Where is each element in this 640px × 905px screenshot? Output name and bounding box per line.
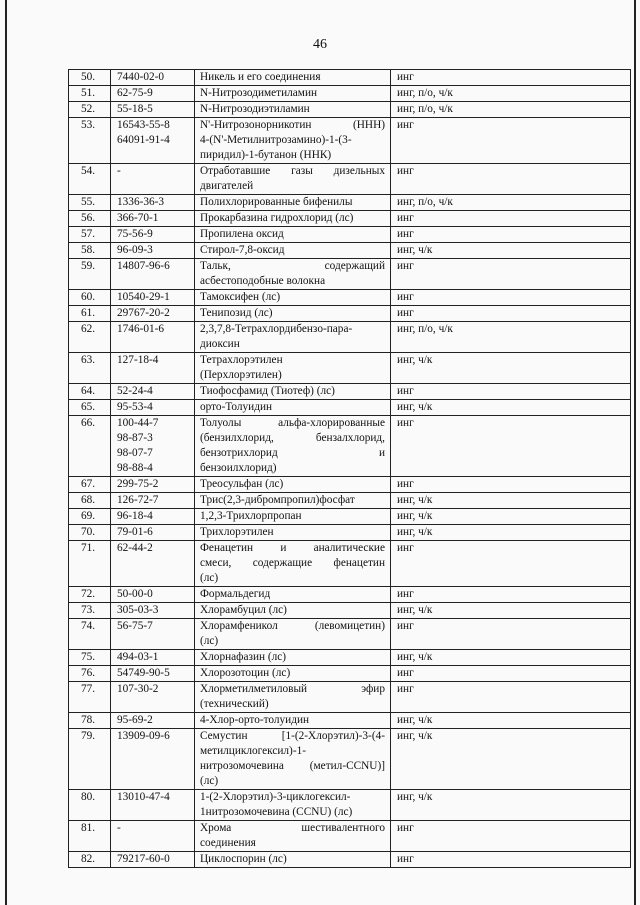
exposure-route: инг, ч/к xyxy=(391,525,631,541)
cas-number: 100-44-7 xyxy=(117,417,159,429)
exposure-route: инг xyxy=(391,682,631,713)
cas-number-cell xyxy=(111,541,195,587)
row-number: 65. xyxy=(69,400,111,416)
cas-number-cell xyxy=(111,525,195,541)
substance-name-cell xyxy=(195,603,391,619)
row-number: 78. xyxy=(69,713,111,729)
substance-name-line: Тетрахлорэтилен xyxy=(200,354,283,366)
exposure-route: инг, ч/к xyxy=(391,729,631,790)
cas-number: 1746-01-6 xyxy=(117,323,165,335)
table-body xyxy=(69,70,631,868)
cas-number-cell xyxy=(111,164,195,195)
substance-name-line: орто-Толуидин xyxy=(200,401,273,413)
table-row xyxy=(69,195,631,211)
row-number: 56. xyxy=(69,211,111,227)
cas-number-cell xyxy=(111,384,195,400)
substance-name-line: Фенацетин и аналитические xyxy=(200,542,385,554)
cas-number: 366-70-1 xyxy=(117,212,159,224)
exposure-route: инг xyxy=(391,852,631,868)
exposure-route: инг, ч/к xyxy=(391,650,631,666)
cas-number-cell xyxy=(111,603,195,619)
cas-number: 56-75-7 xyxy=(117,620,153,632)
cas-number: 1336-36-3 xyxy=(117,196,165,208)
substance-name-cell xyxy=(195,619,391,650)
cas-number: - xyxy=(117,822,121,834)
substance-name-line: 4-(N'-Метилнитрозамино)-1-(3- xyxy=(200,134,352,146)
cas-number: 127-18-4 xyxy=(117,354,159,366)
table-row xyxy=(69,790,631,821)
table-row xyxy=(69,70,631,86)
substance-name-line: Треосульфан (лс) xyxy=(200,478,284,490)
cas-number-cell xyxy=(111,477,195,493)
exposure-route: инг, ч/к xyxy=(391,603,631,619)
table-row xyxy=(69,211,631,227)
substance-name-line: Тамоксифен (лс) xyxy=(200,291,281,303)
row-number: 76. xyxy=(69,666,111,682)
cas-number: 13909-09-6 xyxy=(117,730,170,742)
cas-number: 305-03-3 xyxy=(117,604,159,616)
substance-name-line: N-Нитрозодиэтиламин xyxy=(200,103,310,115)
cas-number-cell xyxy=(111,729,195,790)
row-number: 66. xyxy=(69,416,111,477)
substance-name-cell xyxy=(195,493,391,509)
substance-name-cell xyxy=(195,650,391,666)
row-number: 53. xyxy=(69,118,111,164)
cas-number-cell xyxy=(111,587,195,603)
table-row xyxy=(69,86,631,102)
cas-number: 98-88-4 xyxy=(117,462,153,474)
row-number: 74. xyxy=(69,619,111,650)
exposure-route: инг xyxy=(391,384,631,400)
substance-name-line: метилциклогексил)-1- xyxy=(200,745,306,757)
exposure-route: инг xyxy=(391,70,631,86)
substance-name-line: Прокарбазина гидрохлорид (лс) xyxy=(200,212,354,224)
exposure-route: инг xyxy=(391,416,631,477)
cas-number-cell xyxy=(111,509,195,525)
cas-number-cell xyxy=(111,493,195,509)
row-number: 73. xyxy=(69,603,111,619)
cas-number: 14807-96-6 xyxy=(117,260,170,272)
row-number: 75. xyxy=(69,650,111,666)
substance-name-cell xyxy=(195,790,391,821)
cas-number: 55-18-5 xyxy=(117,103,153,115)
row-number: 59. xyxy=(69,259,111,290)
cas-number: 494-03-1 xyxy=(117,651,159,663)
exposure-route: инг, ч/к xyxy=(391,790,631,821)
cas-number: 107-30-2 xyxy=(117,683,159,695)
substance-name-line: 1-(2-Хлорэтил)-3-циклогексил- xyxy=(200,791,351,803)
cas-number-cell xyxy=(111,666,195,682)
cas-number-cell xyxy=(111,400,195,416)
substance-name-cell xyxy=(195,525,391,541)
substance-name-line: Тальк, содержащий xyxy=(200,260,385,272)
table-row xyxy=(69,619,631,650)
table-row xyxy=(69,729,631,790)
exposure-route: инг xyxy=(391,118,631,164)
table-row xyxy=(69,541,631,587)
substance-name-line: пиридил)-1-бутанон (ННК) xyxy=(200,149,332,161)
exposure-route: инг, ч/к xyxy=(391,400,631,416)
substance-name-cell xyxy=(195,682,391,713)
cas-number-cell xyxy=(111,852,195,868)
substance-name-line: асбестоподобные волокна xyxy=(200,275,326,287)
table-row xyxy=(69,650,631,666)
substance-name-line: Семустин [1-(2-Хлорэтил)-3-(4- xyxy=(200,730,385,742)
cas-number: 13010-47-4 xyxy=(117,791,170,803)
row-number: 82. xyxy=(69,852,111,868)
substance-name-line: смеси, содержащие фенацетин xyxy=(200,557,385,569)
table-row xyxy=(69,603,631,619)
substance-name-line: 4-Хлор-орто-толуидин xyxy=(200,714,310,726)
row-number: 63. xyxy=(69,353,111,384)
page-number: 46 xyxy=(313,37,327,52)
cas-number-cell xyxy=(111,290,195,306)
table-row xyxy=(69,821,631,852)
substance-name-line: (бензилхлорид, бензалхлорид, xyxy=(200,432,385,444)
cas-number-cell xyxy=(111,416,195,477)
exposure-route: инг xyxy=(391,541,631,587)
substance-name-line: Трихлорэтилен xyxy=(200,526,274,538)
table-row xyxy=(69,384,631,400)
substance-name-line: (лс) xyxy=(200,572,219,584)
row-number: 54. xyxy=(69,164,111,195)
row-number: 50. xyxy=(69,70,111,86)
row-number: 72. xyxy=(69,587,111,603)
row-number: 68. xyxy=(69,493,111,509)
row-number: 55. xyxy=(69,195,111,211)
substance-name-cell xyxy=(195,509,391,525)
substance-name-line: бензоилхлорид) xyxy=(200,462,277,474)
cas-number: 7440-02-0 xyxy=(117,71,165,83)
cas-number-cell xyxy=(111,118,195,164)
substance-name-line: 1нитрозомочевина (CCNU) (лс) xyxy=(200,806,353,818)
exposure-route: инг xyxy=(391,306,631,322)
cas-number: 16543-55-8 xyxy=(117,119,170,131)
cas-number-cell xyxy=(111,650,195,666)
substance-name-line: Хлорамфеникол (левомицетин) xyxy=(200,620,385,632)
cas-number-cell xyxy=(111,243,195,259)
cas-number-cell xyxy=(111,619,195,650)
cas-number-cell xyxy=(111,682,195,713)
exposure-route: инг xyxy=(391,290,631,306)
substance-name-cell xyxy=(195,118,391,164)
substance-name-line: Тенипозид (лс) xyxy=(200,307,273,319)
cas-number: 79217-60-0 xyxy=(117,853,170,865)
exposure-route: инг xyxy=(391,587,631,603)
substance-name-cell xyxy=(195,384,391,400)
cas-number-cell xyxy=(111,790,195,821)
table-row xyxy=(69,322,631,353)
exposure-route: инг xyxy=(391,211,631,227)
table-row xyxy=(69,400,631,416)
substance-name-line: (лс) xyxy=(200,775,219,787)
table-row xyxy=(69,306,631,322)
substance-name-cell xyxy=(195,243,391,259)
substance-name-line: 1,2,3-Трихлорпропан xyxy=(200,510,302,522)
exposure-route: инг, п/о, ч/к xyxy=(391,86,631,102)
row-number: 67. xyxy=(69,477,111,493)
substance-name-line: Пропилена оксид xyxy=(200,228,284,240)
substance-name-cell xyxy=(195,713,391,729)
row-number: 81. xyxy=(69,821,111,852)
table-row xyxy=(69,525,631,541)
row-number: 77. xyxy=(69,682,111,713)
exposure-route: инг xyxy=(391,164,631,195)
table-row xyxy=(69,587,631,603)
substance-name-line: Циклоспорин (лс) xyxy=(200,853,287,865)
row-number: 80. xyxy=(69,790,111,821)
cas-number: - xyxy=(117,165,121,177)
exposure-route: инг, ч/к xyxy=(391,353,631,384)
substance-name-cell xyxy=(195,666,391,682)
cas-number-cell xyxy=(111,259,195,290)
row-number: 64. xyxy=(69,384,111,400)
table-row xyxy=(69,666,631,682)
cas-number: 95-69-2 xyxy=(117,714,153,726)
row-number: 69. xyxy=(69,509,111,525)
exposure-route: инг xyxy=(391,477,631,493)
substance-name-line: бензотрихлорид и xyxy=(200,447,385,459)
cas-number: 79-01-6 xyxy=(117,526,153,538)
substance-name-cell xyxy=(195,353,391,384)
substance-name-cell xyxy=(195,322,391,353)
substance-name-cell xyxy=(195,729,391,790)
substance-name-line: N-Нитрозодиметиламин xyxy=(200,87,318,99)
row-number: 71. xyxy=(69,541,111,587)
substance-name-cell xyxy=(195,541,391,587)
substance-name-cell xyxy=(195,821,391,852)
substance-name-line: диоксин xyxy=(200,338,240,350)
cas-number-cell xyxy=(111,70,195,86)
table-row xyxy=(69,493,631,509)
row-number: 70. xyxy=(69,525,111,541)
exposure-route: инг xyxy=(391,619,631,650)
exposure-route: инг, ч/к xyxy=(391,493,631,509)
row-number: 60. xyxy=(69,290,111,306)
cas-number: 62-44-2 xyxy=(117,542,153,554)
row-number: 79. xyxy=(69,729,111,790)
substance-name-line: Полихлорированные бифенилы xyxy=(200,196,353,208)
table-row xyxy=(69,353,631,384)
substance-name-line: Толуолы альфа-хлорированные xyxy=(200,417,385,429)
table-row xyxy=(69,852,631,868)
substance-name-line: (лс) xyxy=(200,635,219,647)
cas-number: 62-75-9 xyxy=(117,87,153,99)
cas-number-cell xyxy=(111,211,195,227)
row-number: 62. xyxy=(69,322,111,353)
substance-name-line: Трис(2,3-дибромпропил)фосфат xyxy=(200,494,355,506)
substance-name-line: соединения xyxy=(200,837,256,849)
substance-name-line: Отработавшие газы дизельных xyxy=(200,165,385,177)
cas-number: 10540-29-1 xyxy=(117,291,170,303)
exposure-route: инг, ч/к xyxy=(391,509,631,525)
substance-name-line: (технический) xyxy=(200,698,269,710)
cas-number: 98-07-7 xyxy=(117,447,153,459)
row-number: 57. xyxy=(69,227,111,243)
cas-number: 126-72-7 xyxy=(117,494,159,506)
substance-name-cell xyxy=(195,227,391,243)
substance-name-cell xyxy=(195,290,391,306)
substance-name-line: Хлорнафазин (лс) xyxy=(200,651,287,663)
cas-number-cell xyxy=(111,713,195,729)
cas-number-cell xyxy=(111,102,195,118)
substance-name-cell xyxy=(195,259,391,290)
substance-name-line: (Перхлорэтилен) xyxy=(200,369,282,381)
substance-name-line: Формальдегид xyxy=(200,588,271,600)
exposure-route: инг, п/о, ч/к xyxy=(391,322,631,353)
substance-name-line: Тиофосфамид (Тиотеф) (лс) xyxy=(200,385,335,397)
substance-name-line: 2,3,7,8-Тетрахлордибензо-пара- xyxy=(200,323,353,335)
substance-name-line: N'-Нитрозонорникотин (ННН) xyxy=(200,119,385,131)
scan-right-edge xyxy=(634,0,636,905)
cas-number: 299-75-2 xyxy=(117,478,159,490)
cas-number-cell xyxy=(111,353,195,384)
cas-number-cell xyxy=(111,306,195,322)
scan-left-edge xyxy=(5,0,7,905)
substance-name-line: Хлорметилметиловый эфир xyxy=(200,683,385,695)
cas-number: 96-09-3 xyxy=(117,244,153,256)
substance-name-cell xyxy=(195,195,391,211)
cas-number-cell xyxy=(111,227,195,243)
row-number: 61. xyxy=(69,306,111,322)
substance-name-line: Стирол-7,8-оксид xyxy=(200,244,285,256)
cas-number: 98-87-3 xyxy=(117,432,153,444)
substance-name-cell xyxy=(195,400,391,416)
substance-name-line: Хрома шестивалентного xyxy=(200,822,385,834)
exposure-route: инг, ч/к xyxy=(391,713,631,729)
cas-number: 64091-91-4 xyxy=(117,134,170,146)
substance-name-line: Хлорамбуцил (лс) xyxy=(200,604,287,616)
cas-number: 75-56-9 xyxy=(117,228,153,240)
substance-name-cell xyxy=(195,416,391,477)
table-row xyxy=(69,243,631,259)
substance-name-line: двигателей xyxy=(200,180,254,192)
cas-number-cell xyxy=(111,322,195,353)
substance-name-cell xyxy=(195,164,391,195)
cas-number-cell xyxy=(111,821,195,852)
table-row xyxy=(69,164,631,195)
exposure-route: инг, п/о, ч/к xyxy=(391,102,631,118)
cas-number-cell xyxy=(111,195,195,211)
substance-name-cell xyxy=(195,70,391,86)
carcinogen-table xyxy=(68,69,631,868)
exposure-route: инг xyxy=(391,666,631,682)
table-row xyxy=(69,118,631,164)
exposure-route: инг xyxy=(391,821,631,852)
substance-name-cell xyxy=(195,211,391,227)
table-row xyxy=(69,227,631,243)
cas-number: 96-18-4 xyxy=(117,510,153,522)
cas-number: 52-24-4 xyxy=(117,385,153,397)
substance-name-cell xyxy=(195,86,391,102)
cas-number: 95-53-4 xyxy=(117,401,153,413)
row-number: 52. xyxy=(69,102,111,118)
exposure-route: инг xyxy=(391,227,631,243)
cas-number: 29767-20-2 xyxy=(117,307,170,319)
substance-name-line: Хлорозотоцин (лс) xyxy=(200,667,291,679)
table-row xyxy=(69,290,631,306)
cas-number: 54749-90-5 xyxy=(117,667,170,679)
substance-name-cell xyxy=(195,102,391,118)
table-row xyxy=(69,713,631,729)
table-row xyxy=(69,682,631,713)
exposure-route: инг, п/о, ч/к xyxy=(391,195,631,211)
table-row xyxy=(69,102,631,118)
table-row xyxy=(69,509,631,525)
row-number: 58. xyxy=(69,243,111,259)
substance-name-cell xyxy=(195,587,391,603)
exposure-route: инг, ч/к xyxy=(391,243,631,259)
substance-name-cell xyxy=(195,852,391,868)
table-row xyxy=(69,416,631,477)
exposure-route: инг xyxy=(391,259,631,290)
substance-name-cell xyxy=(195,306,391,322)
table-row xyxy=(69,259,631,290)
substance-name-line: нитрозомочевина (метил-CCNU)] xyxy=(200,760,385,772)
cas-number: 50-00-0 xyxy=(117,588,153,600)
substance-name-line: Никель и его соединения xyxy=(200,71,321,83)
row-number: 51. xyxy=(69,86,111,102)
substance-name-cell xyxy=(195,477,391,493)
cas-number-cell xyxy=(111,86,195,102)
table-row xyxy=(69,477,631,493)
